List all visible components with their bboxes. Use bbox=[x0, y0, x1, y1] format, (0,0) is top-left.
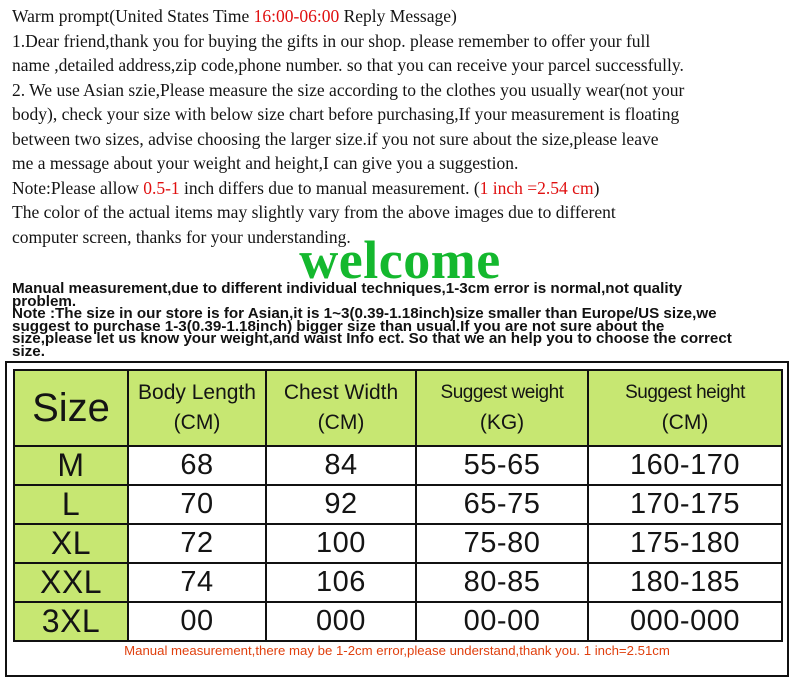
body-length-cell: 00 bbox=[128, 602, 266, 641]
height-cell: 170-175 bbox=[588, 485, 782, 524]
size-cell: XL bbox=[14, 524, 128, 563]
size-cell: XXL bbox=[14, 563, 128, 602]
intro-line: The color of the actual items may slightly vary from the above images due to different bbox=[12, 202, 616, 222]
table-row bbox=[14, 602, 782, 641]
body-length-cell: 68 bbox=[128, 446, 266, 485]
header-size bbox=[14, 370, 128, 446]
table-row bbox=[14, 524, 782, 563]
body-length-cell: 70 bbox=[128, 485, 266, 524]
intro-line: between two sizes, advise choosing the larger size.if you not sure about the size,please leave bbox=[12, 128, 659, 149]
welcome-heading: welcome bbox=[299, 230, 501, 290]
intro-line: body), check your size with below size chart before purchasing,If your measurement is floating bbox=[12, 104, 680, 124]
notes-line: size. bbox=[12, 342, 45, 360]
header-label: Chest Width bbox=[283, 381, 399, 404]
chest-width-cell: 84 bbox=[266, 446, 416, 485]
weight-cell: 80-85 bbox=[416, 563, 588, 602]
notes-line: problem. bbox=[12, 292, 77, 310]
header-size-label: Size bbox=[32, 385, 110, 430]
intro-line: 2. We use Asian szie,Please measure the size according to the clothes you usually wear(not your bbox=[12, 79, 685, 100]
height-cell: 180-185 bbox=[588, 563, 782, 602]
header-unit: (CM) bbox=[661, 411, 709, 434]
size-cell: 3XL bbox=[14, 602, 128, 641]
header-suggest-weight bbox=[416, 370, 588, 446]
intro-line bbox=[12, 4, 792, 29]
chest-width-cell: 92 bbox=[266, 485, 416, 524]
chest-width-cell: 000 bbox=[266, 602, 416, 641]
intro-text bbox=[12, 4, 792, 249]
chest-width-cell: 100 bbox=[266, 524, 416, 563]
table-row bbox=[14, 563, 782, 602]
note-text: ) bbox=[593, 177, 600, 198]
body-length-cell: 74 bbox=[128, 563, 266, 602]
notes-line: Manual measurement,due to different individual techniques,1-3cm error is normal,not quality bbox=[12, 280, 683, 297]
note-text: Note:Please allow bbox=[12, 177, 144, 198]
inch-conversion: 1 inch =2.54 cm bbox=[479, 177, 594, 198]
notes-line: suggest to purchase 1-3(0.39-1.18inch) bigger size than usual.If you are not sure about the bbox=[12, 317, 665, 335]
warm-prompt-tail: Reply Message) bbox=[339, 6, 457, 26]
weight-cell: 75-80 bbox=[416, 524, 588, 563]
header-row bbox=[14, 370, 782, 446]
header-label: Suggest height bbox=[625, 382, 745, 403]
weight-cell: 00-00 bbox=[416, 602, 588, 641]
table-row bbox=[14, 485, 782, 524]
notes-line: size,please let us know your weight,and waist Info ect. So that we an help you to choose the correct bbox=[12, 330, 732, 348]
intro-line: me a message about your weight and height,I can give you a suggestion. bbox=[12, 153, 519, 173]
intro-line: computer screen, thanks for your understanding. bbox=[12, 226, 351, 247]
intro-line: 1.Dear friend,thank you for buying the gifts in our shop. please remember to offer your full bbox=[12, 30, 651, 51]
notes-line: Note :The size in our store is for Asian,it is 1~3(0.39-1.18inch)size smaller than Europe/US size,we bbox=[12, 305, 717, 323]
measurement-notes bbox=[12, 280, 796, 360]
size-cell: L bbox=[14, 485, 128, 524]
size-chart-table bbox=[13, 369, 783, 642]
intro-line: name ,detailed address,zip code,phone number. so that you can receive your parcel successfully. bbox=[12, 55, 684, 75]
table-row bbox=[14, 446, 782, 485]
size-chart-frame bbox=[5, 361, 789, 677]
header-label: Body Length bbox=[138, 381, 256, 404]
weight-cell: 65-75 bbox=[416, 485, 588, 524]
header-body-length bbox=[128, 370, 266, 446]
header-unit: (CM) bbox=[317, 411, 365, 434]
inch-range: 0.5-1 bbox=[143, 177, 180, 198]
header-suggest-height bbox=[588, 370, 782, 446]
header-unit: (CM) bbox=[173, 411, 221, 434]
intro-line bbox=[12, 176, 792, 201]
header-unit: (KG) bbox=[479, 411, 525, 434]
height-cell: 000-000 bbox=[588, 602, 782, 641]
size-cell: M bbox=[14, 446, 128, 485]
height-cell: 175-180 bbox=[588, 524, 782, 563]
note-text: inch differs due to manual measurement. ( bbox=[179, 177, 480, 198]
chest-width-cell: 106 bbox=[266, 563, 416, 602]
error-footnote: Manual measurement,there may be 1-2cm error,please understand,thank you. 1 inch=2.51cm bbox=[124, 643, 670, 658]
weight-cell: 55-65 bbox=[416, 446, 588, 485]
warm-prompt-text: Warm prompt(United States Time bbox=[12, 6, 254, 26]
body-length-cell: 72 bbox=[128, 524, 266, 563]
height-cell: 160-170 bbox=[588, 446, 782, 485]
reply-time: 16:00-06:00 bbox=[253, 6, 340, 26]
header-label: Suggest weight bbox=[440, 382, 564, 403]
header-chest-width bbox=[266, 370, 416, 446]
